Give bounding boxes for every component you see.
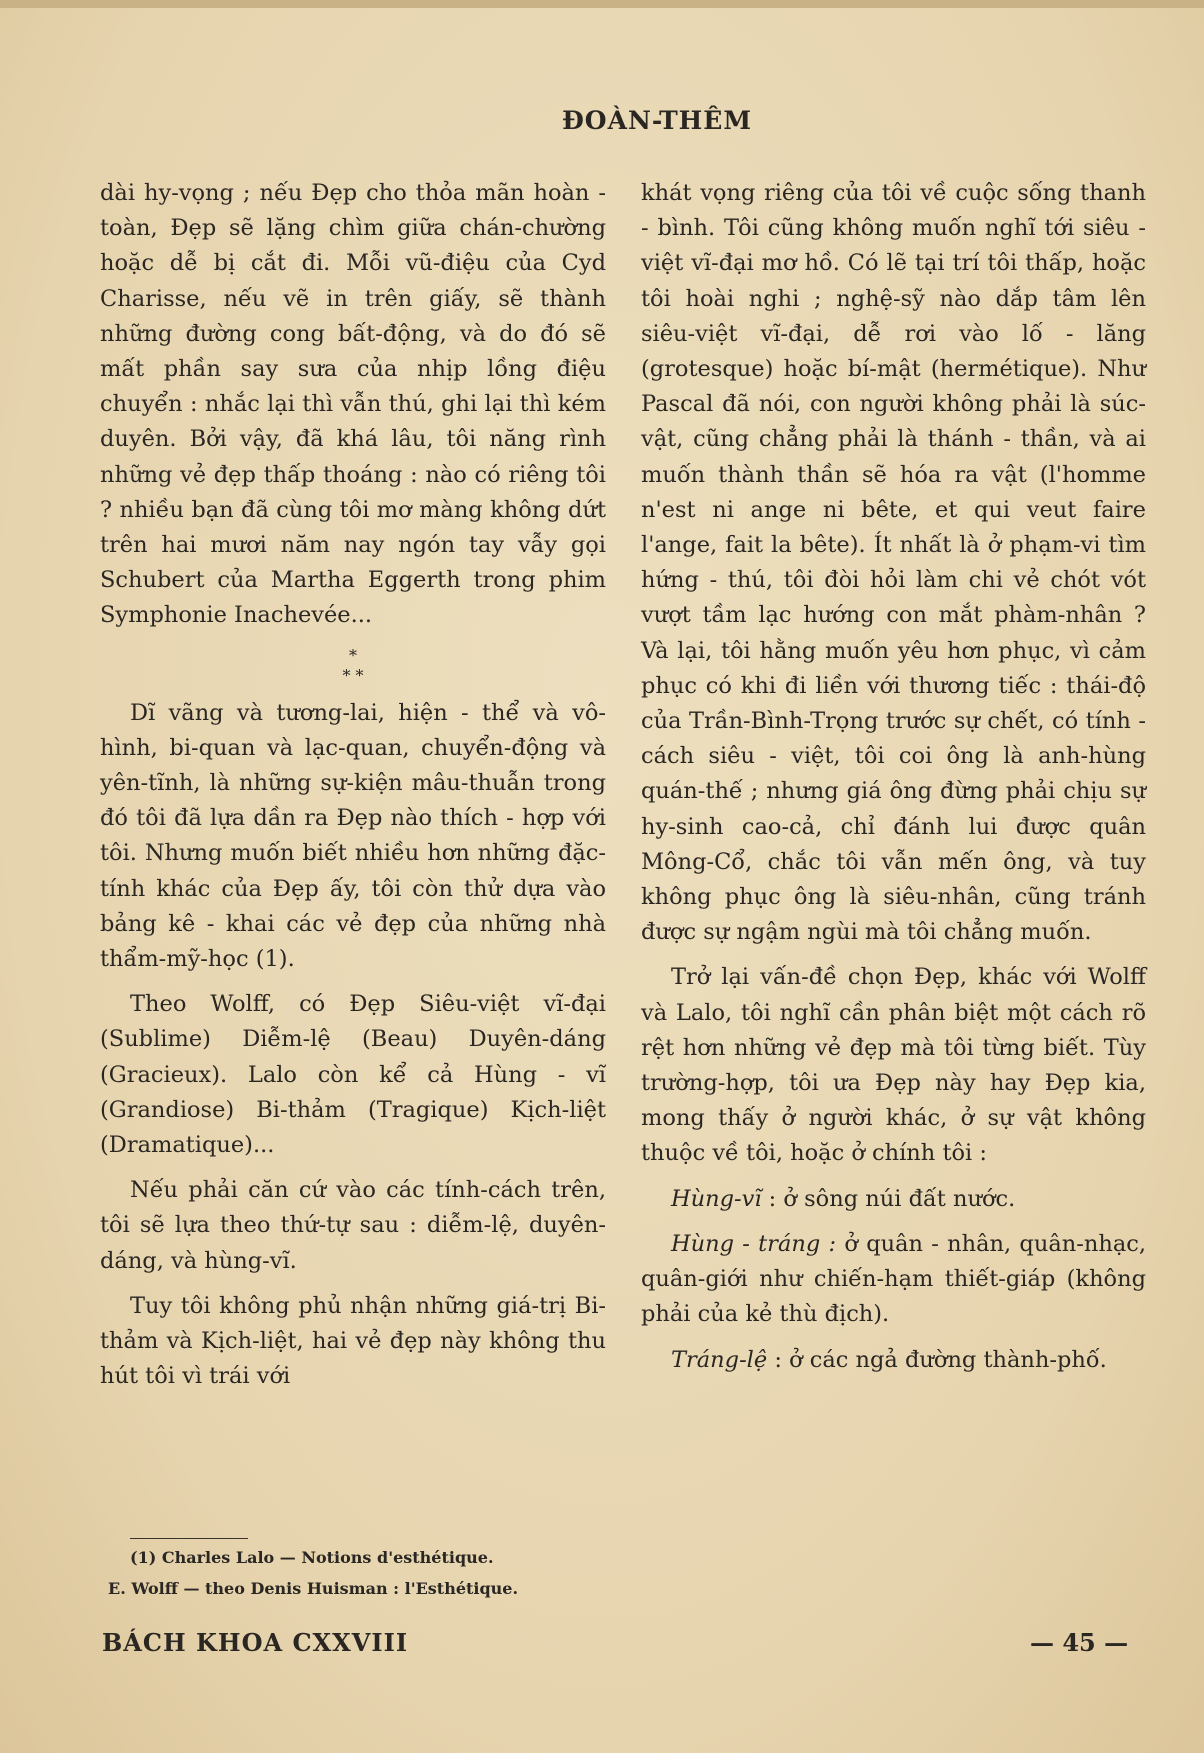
paragraph: Nếu phải căn cứ vào các tính-cách trên, tôi sẽ lựa theo thứ-tự sau : diễm-lệ, duyên-dáng, và hùng-vĩ.: [100, 1177, 606, 1274]
definition-item: [641, 1343, 1146, 1378]
definition-text: ở quân - nhân, quân-nhạc, quân-giới như chiến-hạm thiết-giáp (không phải của kẻ thù địch).: [641, 1230, 1146, 1328]
paragraph: khát vọng riêng của tôi về cuộc sống thanh - bình. Tôi cũng không muốn nghĩ tới siêu - việt vĩ-đại mơ hồ. Có lẽ tại trí tôi thấp, hoặc tôi hoài nghi ; nghệ-sỹ nào dắp tâm lên siêu-việt vĩ-đại, dễ rơi vào lố - lăng (grotesque) hoặc bí-mật (hermétique). Như Pascal đã nói, con người không phải là súc-vật, cũng chẳng phải là thánh - thần, và ai muốn thành thần sẽ hóa ra vật (l'homme n'est ni ange ni bête, et qui veut faire l'ange, fait la bête). Ít nhất là ở phạm-vi tìm hứng - thú, tôi đòi hỏi làm chi vẻ chót vót vượt tầm lạc hướng con mắt phàm-nhân ? Và lại, tôi hằng muốn yêu hơn phục, vì cảm phục có khi đi liền với thương tiếc : thái-độ của Trần-Bình-Trọng trước sự chết, có tính - cách siêu - việt, tôi coi ông là anh-hùng quán-thế ; nhưng giá ông đừng phải chịu sự hy-sinh cao-cả, chỉ đánh lui được quân Mông-Cổ, chắc tôi vẫn mến ông, và tuy không phục ông là siêu-nhân, cũng tránh được sự ngậm ngùi mà tôi chẳng muốn.: [641, 180, 1146, 946]
paragraph: Trở lại vấn-đề chọn Đẹp, khác với Wolff và Lalo, tôi nghĩ cần phân biệt một cách rõ rệt hơn những vẻ đẹp mà tôi từng biết. Tùy trường-hợp, tôi ưa Đẹp này hay Đẹp kia, mong thấy ở người khác, ở sự vật không thuộc về tôi, hoặc ở chính tôi :: [641, 964, 1146, 1167]
page-number: — 45 —: [1030, 1628, 1129, 1657]
definition-term: Tráng-lệ: [671, 1346, 768, 1373]
running-header: ĐOÀN-THÊM: [561, 106, 753, 135]
page-top-edge: [0, 0, 1204, 8]
footnote: E. Wolff — theo Denis Huisman : l'Esthétique.: [108, 1579, 519, 1598]
footnote: (1) Charles Lalo — Notions d'esthétique.: [130, 1548, 494, 1567]
definition-item: [641, 1227, 1146, 1333]
footnotes: [108, 1542, 608, 1604]
definition-term: Hùng-vĩ: [671, 1185, 762, 1212]
left-column: [100, 176, 606, 1395]
paragraph: Dĩ vãng và tương-lai, hiện - thể và vô-hình, bi-quan và lạc-quan, chuyển-động và yên-tĩnh, là những sự-kiện mâu-thuẫn trong đó tôi đã lựa dần ra Đẹp nào thích - hợp với tôi. Nhưng muốn biết nhiều hơn những đặc-tính khác của Đẹp ấy, tôi còn thử dựa vào bảng kê - khai các vẻ đẹp của những nhà thẩm-mỹ-học (1).: [100, 699, 606, 973]
right-column: [641, 176, 1146, 1378]
section-break-top: *: [349, 645, 357, 665]
paragraph: dài hy-vọng ; nếu Đẹp cho thỏa mãn hoàn - toàn, Đẹp sẽ lặng chìm giữa chán-chường hoặc dễ bị cắt đi. Mỗi vũ-điệu của Cyd Charisse, nếu vẽ in trên giấy, sẽ thành những đường cong bất-động, và do đó sẽ mất phần say sưa của nhịp lồng điệu chuyển : nhắc lại thì vẫn thú, ghi lại thì kém duyên. Bởi vậy, đã khá lâu, tôi năng rình những vẻ đẹp thấp thoáng : nào có riêng tôi ? nhiều bạn đã cùng tôi mơ màng không dứt trên hai mươi năm nay ngón tay vẫy gọi Schubert của Martha Eggerth trong phim Symphonie Inachevée...: [100, 180, 606, 629]
definition-text: : ở sông núi đất nước.: [761, 1185, 1016, 1212]
paragraph: Tuy tôi không phủ nhận những giá-trị Bi-thảm và Kịch-liệt, hai vẻ đẹp này không thu hút tôi vì trái với: [100, 1292, 606, 1390]
definition-text: : ở các ngả đường thành-phố.: [767, 1346, 1107, 1373]
section-break-bottom: * *: [342, 665, 364, 685]
journal-name: BÁCH KHOA CXXVIII: [102, 1628, 409, 1657]
paragraph: Theo Wolff, có Đẹp Siêu-việt vĩ-đại (Sublime) Diễm-lệ (Beau) Duyên-dáng (Gracieux). Lalo còn kể cả Hùng - vĩ (Grandiose) Bi-thảm (Tragique) Kịch-liệt (Dramatique)...: [100, 991, 606, 1159]
footnote-divider: [130, 1538, 248, 1539]
section-break: [100, 646, 606, 686]
definition-item: [641, 1182, 1146, 1217]
definition-term: Hùng - tráng :: [671, 1230, 837, 1257]
